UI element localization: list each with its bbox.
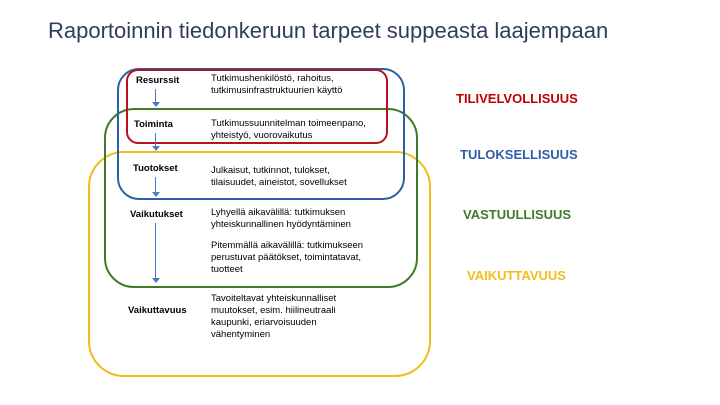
stage-label-resurssit: Resurssit [136,75,180,86]
page-title: Raportoinnin tiedonkeruun tarpeet suppeasta laajempaan [48,18,609,43]
stage-label-toiminta: Toiminta [134,119,173,130]
down-arrow-icon [151,133,161,151]
stage-description-resurssit: Tutkimushenkilöstö, rahoitus, tutkimusinfrastruktuurien käyttö [211,73,343,96]
stage-description-tuotokset: Julkaisut, tutkinnot, tulokset, tilaisuudet, aineistot, sovellukset [211,165,347,188]
category-tuloksellisuus: TULOKSELLISUUS [460,147,578,162]
stage-label-vaikuttavuus: Vaikuttavuus [128,305,187,316]
stage-description-vaikutukset: Lyhyellä aikavälillä: tutkimuksen yhteiskunnallinen hyödyntäminen [211,207,351,230]
category-vaikuttavuus: VAIKUTTAVUUS [467,268,566,283]
stage-description-vaikutukset-long: Pitemmällä aikavälillä: tutkimukseen perustuvat päätökset, toimintatavat, tuotteet [211,240,364,275]
category-tilivelvollisuus: TILIVELVOLLISUUS [456,91,578,106]
down-arrow-icon [151,177,161,197]
down-arrow-icon [151,223,161,283]
down-arrow-icon [151,89,161,107]
stage-label-vaikutukset: Vaikutukset [130,209,183,220]
stage-description-toiminta: Tutkimussuunnitelman toimeenpano, yhteistyö, vuorovaikutus [211,118,366,141]
stage-description-vaikuttavuus: Tavoiteltavat yhteiskunnalliset muutokset, esim. hiilineutraali kaupunki, eriarvoisuuden vähentyminen [211,293,337,340]
category-vastuullisuus: VASTUULLISUUS [463,207,572,222]
stage-label-tuotokset: Tuotokset [133,163,178,174]
